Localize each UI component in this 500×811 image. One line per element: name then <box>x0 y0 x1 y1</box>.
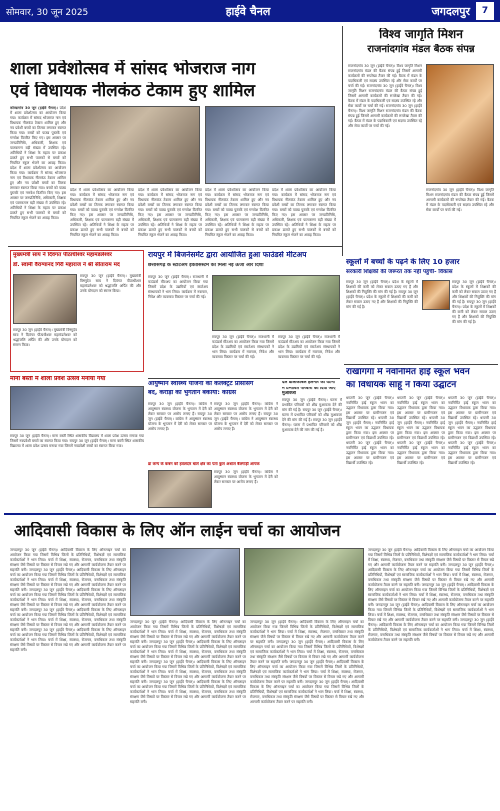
story7-body-cont: रायपुर 30 जून (हाईवे चैनल)। कांग्रेस ने आयुष्मान स्वास्थ्य योजना के भुगतान में देरी को लेकर सरकार पर आरोप लगाए हैं। रायपुर 30 जून (हाईवे चैनल)। कांग्रेस ने आयुष्मान स्वास्थ्य योजना के भुगतान में देरी को लेकर सरकार पर आरोप लगाए हैं। <box>214 402 278 431</box>
story3-photo <box>13 274 77 324</box>
story5-headline: रायपुर में बिजनेसमेंट द्वारा आयोजित हुआ फाउंडर्स मीटअप <box>148 251 307 259</box>
story7-subheadline: डा कन्य के कबन को हवलदार बाले क्षेत्र का पता कुल अशाल बैलगाड़ी आयक <box>148 462 260 466</box>
story4-body: रायपुर 30 जून (हाईवे चैनल)। माना बस्ती स्थित शासकीय विद्यालय में शाला प्रवेश उत्सव मनाया गया जिसमें नवप्रवेशी बच्चों का स्वागत किया गया। रायपुर 30 जून (हाईवे चैनल)। माना बस्ती स्थित शासकीय विद्यालय में शाला प्रवेश उत्सव मनाया गया जिसमें नवप्रवेशी बच्चों का स्वागत किया गया। <box>10 434 144 448</box>
story5-body-cont2: रायपुर 30 जून (हाईवे चैनल)। राजधानी में फाउंडर्स मीटअप का आयोजन किया गया जिसमें प्रदेश के उद्यमियों एवं स्टार्टअप संस्थापकों ने भाग लिया। कार्यक्रम में नवाचार, निवेश और व्यवसाय विस्तार पर चर्चा की गई। <box>278 335 340 359</box>
story6-headline2: सरकारी शिक्षकों की जरूरत तक नहीं पहुंची- विकास <box>346 269 453 275</box>
page-header <box>0 0 500 22</box>
story10-photo2 <box>244 548 364 616</box>
story3-headline1: मुख्यमंत्री साय ने दिवंगत पीठाधीश्वर महामंडलेश्वर <box>13 252 112 258</box>
story6-photo <box>422 280 450 310</box>
story1-headline1: शाला प्रवेशोत्सव में सांसद भोजराज नाग <box>10 60 256 79</box>
story9-body1: धमतरी 30 जून (हाईवे चैनल)। नवनिर्मित हाई स्कूल भवन का उद्घाटन विधायक द्वारा किया गया। इस अवसर पर ग्रामीणजन एवं विद्यार्थी उपस्थित रहे। धमतरी 30 जून (हाईवे चैनल)। नवनिर्मित हाई स्कूल भवन का उद्घाटन विधायक द्वारा किया गया। इस अवसर पर ग्रामीणजन एवं विद्यार्थी उपस्थित रहे। धमतरी 30 जून (हाईवे चैनल)। नवनिर्मित हाई स्कूल भवन का उद्घाटन विधायक द्वारा किया गया। इस अवसर पर ग्रामीणजन एवं विद्यार्थी उपस्थित रहे। <box>346 396 394 465</box>
story2-body: राजनांदगांव 30 जून (हाईवे चैनल)। विश्व जागृति मिशन राजनांदगांव मंडल की बैठक संपन्न हुई जिसमें आगामी कार्यक्रमों की रूपरेखा तैयार की गई। बैठक में मंडल के पदाधिकारी एवं सदस्य उपस्थित रहे और सेवा कार्यों पर चर्चा की गई। राजनांदगांव 30 जून (हाईवे चैनल)। विश्व जागृति मिशन राजनांदगांव मंडल की बैठक संपन्न हुई जिसमें आगामी कार्यक्रमों की रूपरेखा तैयार की गई। बैठक में मंडल के पदाधिकारी एवं सदस्य उपस्थित रहे और सेवा कार्यों पर चर्चा की गई। राजनांदगांव 30 जून (हाईवे चैनल)। विश्व जागृति मिशन राजनांदगांव मंडल की बैठक संपन्न हुई जिसमें आगामी कार्यक्रमों की रूपरेखा तैयार की गई। बैठक में मंडल के पदाधिकारी एवं सदस्य उपस्थित रहे और सेवा कार्यों पर चर्चा की गई। <box>348 64 422 128</box>
story8-body: रायपुर 30 जून (हाईवे चैनल)। घटना में प्रभावित परिवारों को शीघ्र मुआवजा देने की मांग की गई है। रायपुर 30 जून (हाईवे चैनल)। घटना में प्रभावित परिवारों को शीघ्र मुआवजा देने की मांग की गई है। रायपुर 30 जून (हाईवे चैनल)। घटना में प्रभावित परिवारों को शीघ्र मुआवजा देने की मांग की गई है। <box>282 398 342 432</box>
story6-headline1: स्कूलों में बच्चों के पढ़ने के लिए 10 हजार <box>346 258 460 266</box>
header-city: जगदलपुर <box>431 4 470 18</box>
story9-headline2: का विधायक साहू ने किया उद्घाटन <box>346 381 457 390</box>
story5-body: रायपुर 30 जून (हाईवे चैनल)। राजधानी में फाउंडर्स मीटअप का आयोजन किया गया जिसमें प्रदेश के उद्यमियों एवं स्टार्टअप संस्थापकों ने भाग लिया। कार्यक्रम में नवाचार, निवेश और व्यवसाय विस्तार पर चर्चा की गई। <box>148 275 208 299</box>
story4-photo <box>10 386 144 430</box>
story7-body: रायपुर 30 जून (हाईवे चैनल)। कांग्रेस ने आयुष्मान स्वास्थ्य योजना के भुगतान में देरी को लेकर सरकार पर आरोप लगाए हैं। रायपुर 30 जून (हाईवे चैनल)। कांग्रेस ने आयुष्मान स्वास्थ्य योजना के भुगतान में देरी को लेकर सरकार पर आरोप लगाए हैं। <box>148 402 212 431</box>
story1-body-cont1: प्रदेश में शाला प्रवेशोत्सव का आयोजन किया गया। कार्यक्रम में सांसद भोजराज नाग एवं विधायक नीलकंठ टेकाम शामिल हुए और नव प्रवेशी बच्चों का तिलक लगाकर स्वागत किया गया। बच्चों को पाठ्य पुस्तकें एवं गणवेश वितरित किए गए। इस अवसर पर जनप्रतिनिधि, अधिकारी, शिक्षक एवं पालकगण बड़ी संख्या में उपस्थित रहे। अतिथियों ने शिक्षा के महत्व पर प्रकाश डालते हुए सभी पालकों से बच्चों को नियमित स्कूल भेजने का आग्रह किया। <box>70 188 134 237</box>
story2-headline1: विश्व जागृति मिशन <box>379 28 463 41</box>
story10-body2: जगदलपुर 30 जून (हाईवे चैनल)। आदिवासी विकास के लिए ऑनलाइन चर्चा का आयोजन किया गया जिसमें विभिन्न जिलों के प्रतिनिधियों, विशेषज्ञों एवं सामाजिक कार्यकर्ताओं ने भाग लिया। चर्चा में शिक्षा, स्वास्थ्य, रोजगार, वनाधिकार तथा संस्कृति संरक्षण जैसे विषयों पर विस्तार से विचार रखे गए और आगामी कार्ययोजना तैयार करने पर सहमति बनी। जगदलपुर 30 जून (हाईवे चैनल)। आदिवासी विकास के लिए ऑनलाइन चर्चा का आयोजन किया गया जिसमें विभिन्न जिलों के प्रतिनिधियों, विशेषज्ञों एवं सामाजिक कार्यकर्ताओं ने भाग लिया। चर्चा में शिक्षा, स्वास्थ्य, रोजगार, वनाधिकार तथा संस्कृति संरक्षण जैसे विषयों पर विस्तार से विचार रखे गए और आगामी कार्ययोजना तैयार करने पर सहमति बनी। जगदलपुर 30 जून (हाईवे चैनल)। आदिवासी विकास के लिए ऑनलाइन चर्चा का आयोजन किया गया जिसमें विभिन्न जिलों के प्रतिनिधियों, विशेषज्ञों एवं सामाजिक कार्यकर्ताओं ने भाग लिया। चर्चा में शिक्षा, स्वास्थ्य, रोजगार, वनाधिकार तथा संस्कृति संरक्षण जैसे विषयों पर विस्तार से विचार रखे गए और आगामी कार्ययोजना तैयार करने पर सहमति बनी। जगदलपुर 30 जून (हाईवे चैनल)। आदिवासी विकास के लिए ऑनलाइन चर्चा का आयोजन किया गया जिसमें विभिन्न जिलों के प्रतिनिधियों, विशेषज्ञों एवं सामाजिक कार्यकर्ताओं ने भाग लिया। चर्चा में शिक्षा, स्वास्थ्य, रोजगार, वनाधिकार तथा संस्कृति संरक्षण जैसे विषयों पर विस्तार से विचार रखे गए और आगामी कार्ययोजना तैयार करने पर सहमति बनी। <box>130 620 246 704</box>
story4-headline: माना बस्ती में शाला प्रवेश उत्सव मनाया गया <box>10 376 106 382</box>
story5-photo <box>212 275 340 331</box>
newspaper-name: हाईवे चैनल <box>225 4 271 18</box>
story7-photo <box>148 470 212 508</box>
story5-body-cont1: रायपुर 30 जून (हाईवे चैनल)। राजधानी में फाउंडर्स मीटअप का आयोजन किया गया जिसमें प्रदेश के उद्यमियों एवं स्टार्टअप संस्थापकों ने भाग लिया। कार्यक्रम में नवाचार, निवेश और व्यवसाय विस्तार पर चर्चा की गई। <box>212 335 274 359</box>
story1-body: कोण्डागांव 30 जून (हाईवे चैनल)। प्रदेश में शाला प्रवेशोत्सव का आयोजन किया गया। कार्यक्रम में सांसद भोजराज नाग एवं विधायक नीलकंठ टेकाम शामिल हुए और नव प्रवेशी बच्चों का तिलक लगाकर स्वागत किया गया। बच्चों को पाठ्य पुस्तकें एवं गणवेश वितरित किए गए। इस अवसर पर जनप्रतिनिधि, अधिकारी, शिक्षक एवं पालकगण बड़ी संख्या में उपस्थित रहे। अतिथियों ने शिक्षा के महत्व पर प्रकाश डालते हुए सभी पालकों से बच्चों को नियमित स्कूल भेजने का आग्रह किया। प्रदेश में शाला प्रवेशोत्सव का आयोजन किया गया। कार्यक्रम में सांसद भोजराज नाग एवं विधायक नीलकंठ टेकाम शामिल हुए और नव प्रवेशी बच्चों का तिलक लगाकर स्वागत किया गया। बच्चों को पाठ्य पुस्तकें एवं गणवेश वितरित किए गए। इस अवसर पर जनप्रतिनिधि, अधिकारी, शिक्षक एवं पालकगण बड़ी संख्या में उपस्थित रहे। अतिथियों ने शिक्षा के महत्व पर प्रकाश डालते हुए सभी पालकों से बच्चों को नियमित स्कूल भेजने का आग्रह किया। <box>10 106 66 220</box>
story3-body-cont: रायपुर 30 जून (हाईवे चैनल)। मुख्यमंत्री विष्णुदेव साय ने दिवंगत पीठाधीश्वर महामंडलेश्वर को श्रद्धांजलि अर्पित की और उनके योगदान को स्मरण किया। <box>13 328 77 347</box>
story7-headline1: आयुष्मान स्वास्थ्य योजना की कलेक्ट्रेट प्रोसेसिंग <box>148 381 254 387</box>
story10-body4: जगदलपुर 30 जून (हाईवे चैनल)। आदिवासी विकास के लिए ऑनलाइन चर्चा का आयोजन किया गया जिसमें विभिन्न जिलों के प्रतिनिधियों, विशेषज्ञों एवं सामाजिक कार्यकर्ताओं ने भाग लिया। चर्चा में शिक्षा, स्वास्थ्य, रोजगार, वनाधिकार तथा संस्कृति संरक्षण जैसे विषयों पर विस्तार से विचार रखे गए और आगामी कार्ययोजना तैयार करने पर सहमति बनी। जगदलपुर 30 जून (हाईवे चैनल)। आदिवासी विकास के लिए ऑनलाइन चर्चा का आयोजन किया गया जिसमें विभिन्न जिलों के प्रतिनिधियों, विशेषज्ञों एवं सामाजिक कार्यकर्ताओं ने भाग लिया। चर्चा में शिक्षा, स्वास्थ्य, रोजगार, वनाधिकार तथा संस्कृति संरक्षण जैसे विषयों पर विस्तार से विचार रखे गए और आगामी कार्ययोजना तैयार करने पर सहमति बनी। जगदलपुर 30 जून (हाईवे चैनल)। आदिवासी विकास के लिए ऑनलाइन चर्चा का आयोजन किया गया जिसमें विभिन्न जिलों के प्रतिनिधियों, विशेषज्ञों एवं सामाजिक कार्यकर्ताओं ने भाग लिया। चर्चा में शिक्षा, स्वास्थ्य, रोजगार, वनाधिकार तथा संस्कृति संरक्षण जैसे विषयों पर विस्तार से विचार रखे गए और आगामी कार्ययोजना तैयार करने पर सहमति बनी। जगदलपुर 30 जून (हाईवे चैनल)। आदिवासी विकास के लिए ऑनलाइन चर्चा का आयोजन किया गया जिसमें विभिन्न जिलों के प्रतिनिधियों, विशेषज्ञों एवं सामाजिक कार्यकर्ताओं ने भाग लिया। चर्चा में शिक्षा, स्वास्थ्य, रोजगार, वनाधिकार तथा संस्कृति संरक्षण जैसे विषयों पर विस्तार से विचार रखे गए और आगामी कार्ययोजना तैयार करने पर सहमति बनी। जगदलपुर 30 जून (हाईवे चैनल)। आदिवासी विकास के लिए ऑनलाइन चर्चा का आयोजन किया गया जिसमें विभिन्न जिलों के प्रतिनिधियों, विशेषज्ञों एवं सामाजिक कार्यकर्ताओं ने भाग लिया। चर्चा में शिक्षा, स्वास्थ्य, रोजगार, वनाधिकार तथा संस्कृति संरक्षण जैसे विषयों पर विस्तार से विचार रखे गए और आगामी कार्ययोजना तैयार करने पर सहमति बनी। <box>368 548 494 642</box>
story1-body-cont2: प्रदेश में शाला प्रवेशोत्सव का आयोजन किया गया। कार्यक्रम में सांसद भोजराज नाग एवं विधायक नीलकंठ टेकाम शामिल हुए और नव प्रवेशी बच्चों का तिलक लगाकर स्वागत किया गया। बच्चों को पाठ्य पुस्तकें एवं गणवेश वितरित किए गए। इस अवसर पर जनप्रतिनिधि, अधिकारी, शिक्षक एवं पालकगण बड़ी संख्या में उपस्थित रहे। अतिथियों ने शिक्षा के महत्व पर प्रकाश डालते हुए सभी पालकों से बच्चों को नियमित स्कूल भेजने का आग्रह किया। <box>138 188 202 237</box>
story3-body: रायपुर 30 जून (हाईवे चैनल)। मुख्यमंत्री विष्णुदेव साय ने दिवंगत पीठाधीश्वर महामंडलेश्वर को श्रद्धांजलि अर्पित की और उनके योगदान को स्मरण किया। <box>80 274 141 293</box>
story7-body-cont2: रायपुर 30 जून (हाईवे चैनल)। कांग्रेस ने आयुष्मान स्वास्थ्य योजना के भुगतान में देरी को लेकर सरकार पर आरोप लगाए हैं। <box>214 470 278 484</box>
story1-photo2 <box>205 106 335 184</box>
story10-photo1 <box>130 548 240 616</box>
story6-body: रायपुर 30 जून (हाईवे चैनल)। प्रदेश के स्कूलों में शिक्षकों की कमी को लेकर सवाल उठाए गए हैं और शिक्षकों की नियुक्ति की मांग की गई है। रायपुर 30 जून (हाईवे चैनल)। प्रदेश के स्कूलों में शिक्षकों की कमी को लेकर सवाल उठाए गए हैं और शिक्षकों की नियुक्ति की मांग की गई है। <box>346 280 418 309</box>
story10-body1: जगदलपुर 30 जून (हाईवे चैनल)। आदिवासी विकास के लिए ऑनलाइन चर्चा का आयोजन किया गया जिसमें विभिन्न जिलों के प्रतिनिधियों, विशेषज्ञों एवं सामाजिक कार्यकर्ताओं ने भाग लिया। चर्चा में शिक्षा, स्वास्थ्य, रोजगार, वनाधिकार तथा संस्कृति संरक्षण जैसे विषयों पर विस्तार से विचार रखे गए और आगामी कार्ययोजना तैयार करने पर सहमति बनी। जगदलपुर 30 जून (हाईवे चैनल)। आदिवासी विकास के लिए ऑनलाइन चर्चा का आयोजन किया गया जिसमें विभिन्न जिलों के प्रतिनिधियों, विशेषज्ञों एवं सामाजिक कार्यकर्ताओं ने भाग लिया। चर्चा में शिक्षा, स्वास्थ्य, रोजगार, वनाधिकार तथा संस्कृति संरक्षण जैसे विषयों पर विस्तार से विचार रखे गए और आगामी कार्ययोजना तैयार करने पर सहमति बनी। जगदलपुर 30 जून (हाईवे चैनल)। आदिवासी विकास के लिए ऑनलाइन चर्चा का आयोजन किया गया जिसमें विभिन्न जिलों के प्रतिनिधियों, विशेषज्ञों एवं सामाजिक कार्यकर्ताओं ने भाग लिया। चर्चा में शिक्षा, स्वास्थ्य, रोजगार, वनाधिकार तथा संस्कृति संरक्षण जैसे विषयों पर विस्तार से विचार रखे गए और आगामी कार्ययोजना तैयार करने पर सहमति बनी। जगदलपुर 30 जून (हाईवे चैनल)। आदिवासी विकास के लिए ऑनलाइन चर्चा का आयोजन किया गया जिसमें विभिन्न जिलों के प्रतिनिधियों, विशेषज्ञों एवं सामाजिक कार्यकर्ताओं ने भाग लिया। चर्चा में शिक्षा, स्वास्थ्य, रोजगार, वनाधिकार तथा संस्कृति संरक्षण जैसे विषयों पर विस्तार से विचार रखे गए और आगामी कार्ययोजना तैयार करने पर सहमति बनी। जगदलपुर 30 जून (हाईवे चैनल)। आदिवासी विकास के लिए ऑनलाइन चर्चा का आयोजन किया गया जिसमें विभिन्न जिलों के प्रतिनिधियों, विशेषज्ञों एवं सामाजिक कार्यकर्ताओं ने भाग लिया। चर्चा में शिक्षा, स्वास्थ्य, रोजगार, वनाधिकार तथा संस्कृति संरक्षण जैसे विषयों पर विस्तार से विचार रखे गए और आगामी कार्ययोजना तैयार करने पर सहमति बनी। <box>10 548 126 652</box>
story1-photo1 <box>70 106 200 184</box>
story10-body3: जगदलपुर 30 जून (हाईवे चैनल)। आदिवासी विकास के लिए ऑनलाइन चर्चा का आयोजन किया गया जिसमें विभिन्न जिलों के प्रतिनिधियों, विशेषज्ञों एवं सामाजिक कार्यकर्ताओं ने भाग लिया। चर्चा में शिक्षा, स्वास्थ्य, रोजगार, वनाधिकार तथा संस्कृति संरक्षण जैसे विषयों पर विस्तार से विचार रखे गए और आगामी कार्ययोजना तैयार करने पर सहमति बनी। जगदलपुर 30 जून (हाईवे चैनल)। आदिवासी विकास के लिए ऑनलाइन चर्चा का आयोजन किया गया जिसमें विभिन्न जिलों के प्रतिनिधियों, विशेषज्ञों एवं सामाजिक कार्यकर्ताओं ने भाग लिया। चर्चा में शिक्षा, स्वास्थ्य, रोजगार, वनाधिकार तथा संस्कृति संरक्षण जैसे विषयों पर विस्तार से विचार रखे गए और आगामी कार्ययोजना तैयार करने पर सहमति बनी। जगदलपुर 30 जून (हाईवे चैनल)। आदिवासी विकास के लिए ऑनलाइन चर्चा का आयोजन किया गया जिसमें विभिन्न जिलों के प्रतिनिधियों, विशेषज्ञों एवं सामाजिक कार्यकर्ताओं ने भाग लिया। चर्चा में शिक्षा, स्वास्थ्य, रोजगार, वनाधिकार तथा संस्कृति संरक्षण जैसे विषयों पर विस्तार से विचार रखे गए और आगामी कार्ययोजना तैयार करने पर सहमति बनी। जगदलपुर 30 जून (हाईवे चैनल)। आदिवासी विकास के लिए ऑनलाइन चर्चा का आयोजन किया गया जिसमें विभिन्न जिलों के प्रतिनिधियों, विशेषज्ञों एवं सामाजिक कार्यकर्ताओं ने भाग लिया। चर्चा में शिक्षा, स्वास्थ्य, रोजगार, वनाधिकार तथा संस्कृति संरक्षण जैसे विषयों पर विस्तार से विचार रखे गए और आगामी कार्ययोजना तैयार करने पर सहमति बनी। <box>250 620 364 704</box>
story2-headline2: राजनांदगांव मंडल बैठक संपन्न <box>367 44 475 55</box>
story9-headline1: राखांगंगा में नवनिर्मित हाई स्कूल भवन <box>346 368 470 377</box>
story9-body2: धमतरी 30 जून (हाईवे चैनल)। नवनिर्मित हाई स्कूल भवन का उद्घाटन विधायक द्वारा किया गया। इस अवसर पर ग्रामीणजन एवं विद्यार्थी उपस्थित रहे। धमतरी 30 जून (हाईवे चैनल)। नवनिर्मित हाई स्कूल भवन का उद्घाटन विधायक द्वारा किया गया। इस अवसर पर ग्रामीणजन एवं विद्यार्थी उपस्थित रहे। धमतरी 30 जून (हाईवे चैनल)। नवनिर्मित हाई स्कूल भवन का उद्घाटन विधायक द्वारा किया गया। इस अवसर पर ग्रामीणजन एवं विद्यार्थी उपस्थित रहे। <box>397 396 445 465</box>
story1-body-cont3: प्रदेश में शाला प्रवेशोत्सव का आयोजन किया गया। कार्यक्रम में सांसद भोजराज नाग एवं विधायक नीलकंठ टेकाम शामिल हुए और नव प्रवेशी बच्चों का तिलक लगाकर स्वागत किया गया। बच्चों को पाठ्य पुस्तकें एवं गणवेश वितरित किए गए। इस अवसर पर जनप्रतिनिधि, अधिकारी, शिक्षक एवं पालकगण बड़ी संख्या में उपस्थित रहे। अतिथियों ने शिक्षा के महत्व पर प्रकाश डालते हुए सभी पालकों से बच्चों को नियमित स्कूल भेजने का आग्रह किया। <box>205 188 269 237</box>
header-date: सोमवार, 30 जून 2025 <box>6 7 89 18</box>
story1-body-cont4: प्रदेश में शाला प्रवेशोत्सव का आयोजन किया गया। कार्यक्रम में सांसद भोजराज नाग एवं विधायक नीलकंठ टेकाम शामिल हुए और नव प्रवेशी बच्चों का तिलक लगाकर स्वागत किया गया। बच्चों को पाठ्य पुस्तकें एवं गणवेश वितरित किए गए। इस अवसर पर जनप्रतिनिधि, अधिकारी, शिक्षक एवं पालकगण बड़ी संख्या में उपस्थित रहे। अतिथियों ने शिक्षा के महत्व पर प्रकाश डालते हुए सभी पालकों से बच्चों को नियमित स्कूल भेजने का आग्रह किया। <box>272 188 336 237</box>
story2-body-cont: राजनांदगांव 30 जून (हाईवे चैनल)। विश्व जागृति मिशन राजनांदगांव मंडल की बैठक संपन्न हुई जिसमें आगामी कार्यक्रमों की रूपरेखा तैयार की गई। बैठक में मंडल के पदाधिकारी एवं सदस्य उपस्थित रहे और सेवा कार्यों पर चर्चा की गई। <box>426 188 494 212</box>
story3-headline2: डॉ. स्वामी वैराग्यानंद गिरी महाराज ने श्री सीताराम मंद <box>13 262 120 268</box>
story8-headline1: दल डालाकाबल हलमार की घटना <box>282 381 335 385</box>
story7-headline2: बंद, करोड़ों का भुगतान बकाया: कांग्रेस <box>148 390 237 396</box>
page-number: 7 <box>476 2 494 20</box>
story10-headline: आदिवासी विकास के लिए ऑन लाईन चर्चा का आयोजन <box>14 522 341 540</box>
story1-headline2: एवं विधायक नीलकंठ टेकाम हुए शामिल <box>10 82 256 101</box>
story5-subheadline: छत्तीसगढ़ के स्टार्टअप इकोसिस्टम को मिली नई ऊर्जा और दिशा <box>148 263 264 268</box>
story2-photo <box>426 64 494 184</box>
story6-body-cont: रायपुर 30 जून (हाईवे चैनल)। प्रदेश के स्कूलों में शिक्षकों की कमी को लेकर सवाल उठाए गए हैं और शिक्षकों की नियुक्ति की मांग की गई है। रायपुर 30 जून (हाईवे चैनल)। प्रदेश के स्कूलों में शिक्षकों की कमी को लेकर सवाल उठाए गए हैं और शिक्षकों की नियुक्ति की मांग की गई है। <box>452 280 496 324</box>
story9-body3: धमतरी 30 जून (हाईवे चैनल)। नवनिर्मित हाई स्कूल भवन का उद्घाटन विधायक द्वारा किया गया। इस अवसर पर ग्रामीणजन एवं विद्यार्थी उपस्थित रहे। धमतरी 30 जून (हाईवे चैनल)। नवनिर्मित हाई स्कूल भवन का उद्घाटन विधायक द्वारा किया गया। इस अवसर पर ग्रामीणजन एवं विद्यार्थी उपस्थित रहे। धमतरी 30 जून (हाईवे चैनल)। नवनिर्मित हाई स्कूल भवन का उद्घाटन विधायक द्वारा किया गया। इस अवसर पर ग्रामीणजन एवं विद्यार्थी उपस्थित रहे। <box>448 396 496 465</box>
story8-headline2: में प्रभावित परिवारों को दिया जाए मुआवजा <box>282 387 336 396</box>
